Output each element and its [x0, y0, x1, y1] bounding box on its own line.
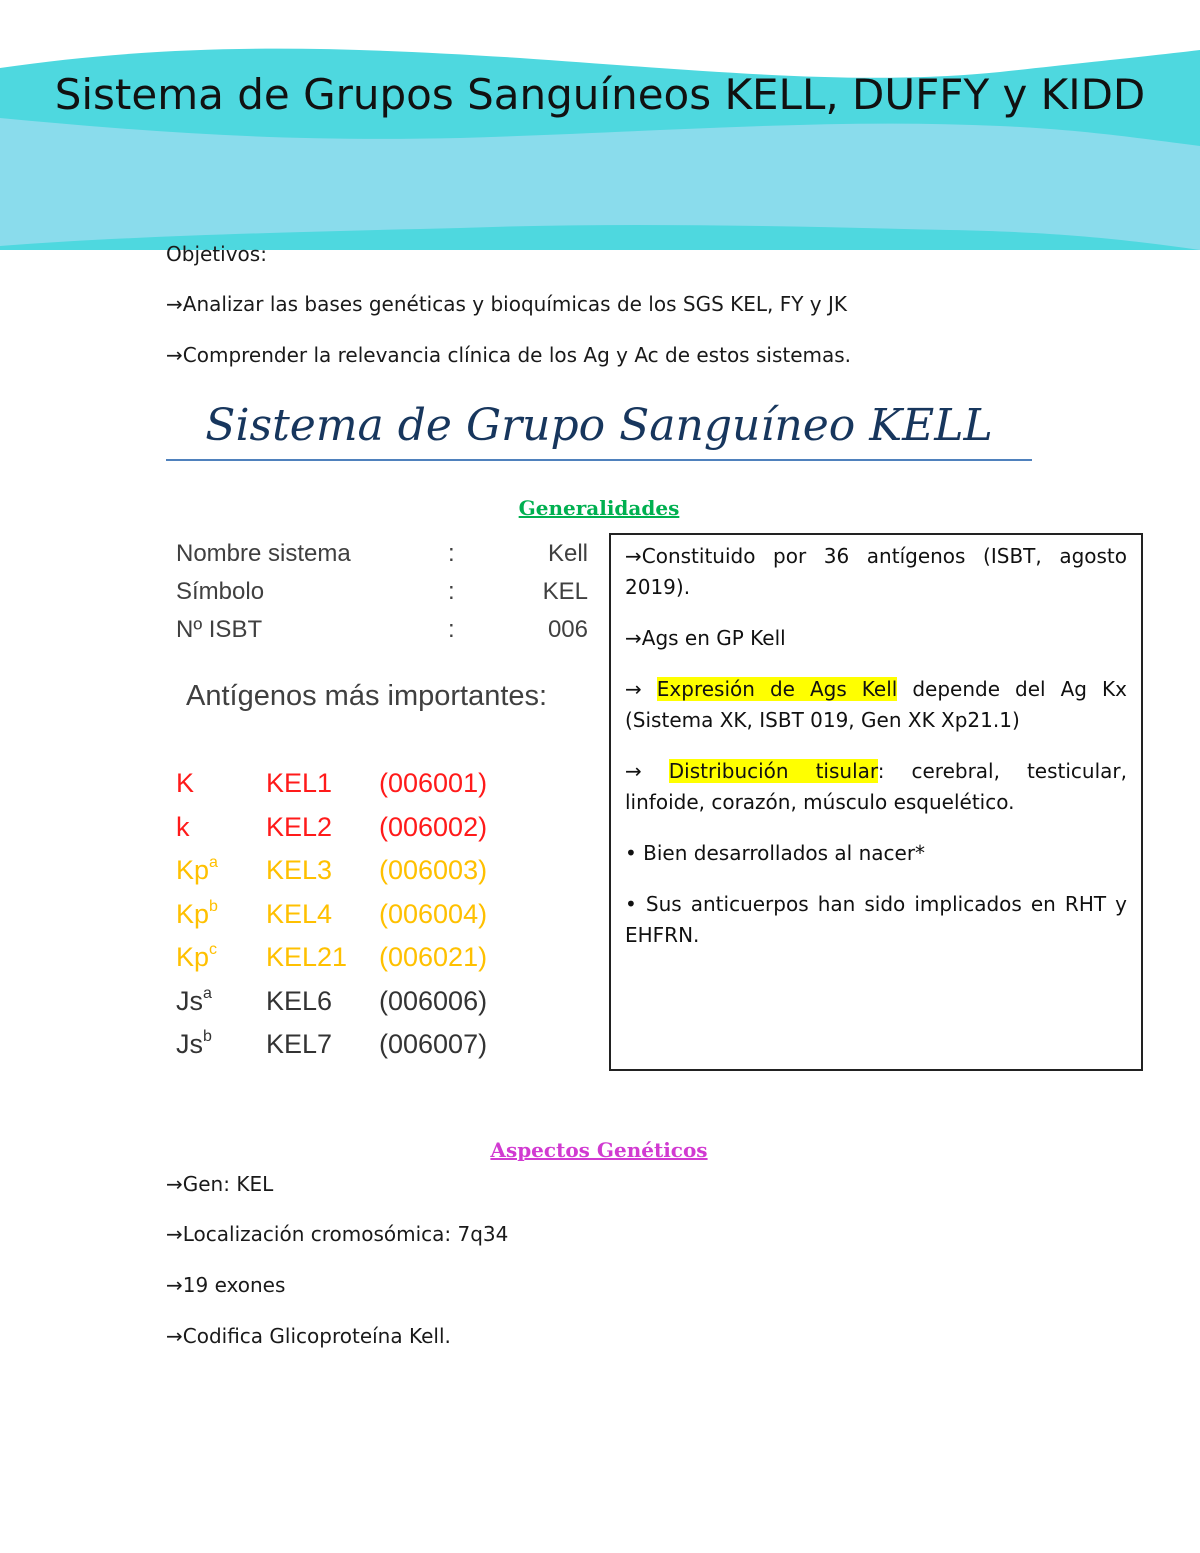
kell-section-heading: Sistema de Grupo Sanguíneo KELL: [205, 400, 993, 451]
antigen-symbol-base: k: [176, 811, 190, 842]
antigen-kel-name: KEL6: [266, 985, 333, 1016]
antigen-kel-name: KEL3: [266, 855, 333, 885]
box-bullet-antibodies: • Sus anticuerpos han sido implicados en RHT y EHFRN.: [625, 892, 1127, 947]
box-paragraph-antigen-count: →Constituido por 36 antígenos (ISBT, agosto 2019).: [625, 544, 1127, 599]
highlighted-text: Expresión de Ags Kell: [656, 677, 898, 701]
antigen-isbt-number: (006003): [379, 855, 488, 885]
header-wave-banner: [0, 0, 1200, 260]
antigen-symbol-superscript: a: [203, 984, 212, 1002]
system-info-row: [176, 578, 596, 616]
antigen-row: [176, 942, 596, 986]
antigen-symbol-base: Js: [176, 985, 203, 1016]
genetics-heading: Aspectos Genéticos: [490, 1138, 708, 1162]
antigen-symbol-base: Js: [176, 1029, 203, 1059]
antigen-symbol-base: K: [176, 768, 195, 798]
antigen-symbol-base: Kp: [176, 898, 210, 929]
antigen-symbol-superscript: c: [209, 941, 218, 958]
antigen-kel-name: KEL7: [266, 1029, 333, 1059]
objectives-label: Objetivos:: [166, 242, 267, 266]
arrow-prefix: →: [625, 677, 657, 701]
antigen-symbol: [176, 768, 194, 799]
antigen-isbt-number: (006001): [379, 768, 488, 798]
system-info-separator: :: [448, 578, 455, 605]
paragraph-text: : cerebral, testicular, linfoide, corazón, músculo esquelético.: [625, 759, 1127, 814]
antigen-symbol: [176, 899, 218, 930]
objective-item-1: →Analizar las bases genéticas y bioquímicas de los SGS KEL, FY y JK: [166, 292, 848, 316]
system-info-value: Kell: [547, 540, 588, 567]
antigen-symbol-base: Kp: [176, 855, 210, 885]
paragraph-text: depende del Ag Kx (Sistema XK, ISBT 019, Gen XK Xp21.1): [625, 677, 1127, 732]
antigen-row: [176, 812, 596, 856]
antigen-symbol: [176, 855, 218, 886]
antigen-isbt-number: (006004): [379, 898, 488, 929]
antigen-isbt-number: (006007): [379, 1029, 488, 1059]
arrow-prefix: →: [625, 759, 669, 783]
system-info-row: [176, 540, 596, 578]
antigen-kel-name: KEL21: [266, 942, 348, 972]
antigen-symbol-base: Kp: [176, 942, 210, 972]
box-bullet-birth: • Bien desarrollados al nacer*: [625, 841, 926, 865]
system-info-value: KEL: [542, 578, 588, 605]
antigen-symbol: [176, 942, 217, 973]
system-info-separator: :: [448, 540, 455, 567]
antigen-kel-name: KEL4: [266, 898, 333, 929]
system-info-row: [176, 616, 596, 654]
antigen-symbol-superscript: a: [209, 854, 218, 871]
antigen-symbol-superscript: b: [209, 897, 218, 915]
box-paragraph-expression: [625, 674, 1127, 736]
antigens-heading: Antígenos más importantes:: [186, 680, 548, 712]
antigen-kel-name: KEL1: [266, 768, 333, 798]
system-info-table: [176, 540, 596, 654]
generalidades-heading: Generalidades: [518, 496, 680, 520]
kell-details-box: [609, 533, 1143, 1071]
antigen-symbol: [176, 1029, 212, 1060]
antigens-list: [176, 768, 596, 1073]
box-paragraph-glycoprotein: →Ags en GP Kell: [625, 626, 786, 650]
system-info-separator: :: [448, 616, 455, 643]
antigen-symbol: [176, 812, 190, 843]
genetics-item-location: →Localización cromosómica: 7q34: [166, 1222, 509, 1246]
system-info-label: Nombre sistema: [176, 540, 351, 567]
antigen-row: [176, 1029, 596, 1073]
antigen-row: [176, 899, 596, 943]
antigen-symbol: [176, 986, 212, 1017]
system-info-label: Símbolo: [176, 578, 265, 605]
heading-underline-divider: [166, 459, 1032, 461]
highlighted-text: Distribución tisular: [668, 759, 878, 783]
system-info-label: Nº ISBT: [176, 616, 263, 643]
document-title: Sistema de Grupos Sanguíneos KELL, DUFFY y KIDD: [54, 70, 1146, 119]
genetics-item-exons: →19 exones: [166, 1273, 286, 1297]
antigen-isbt-number: (006006): [379, 985, 488, 1016]
antigen-symbol-superscript: b: [203, 1028, 212, 1045]
objective-item-2: →Comprender la relevancia clínica de los Ag y Ac de estos sistemas.: [166, 343, 852, 367]
system-info-value: 006: [547, 616, 588, 643]
antigen-row: [176, 986, 596, 1030]
antigen-row: [176, 855, 596, 899]
antigen-isbt-number: (006002): [379, 811, 488, 842]
antigen-row: [176, 768, 596, 812]
antigen-kel-name: KEL2: [266, 811, 333, 842]
genetics-item-gene: →Gen: KEL: [166, 1172, 274, 1196]
box-paragraph-distribution: [625, 756, 1127, 818]
antigen-isbt-number: (006021): [379, 942, 488, 972]
genetics-item-encodes: →Codifica Glicoproteína Kell.: [166, 1324, 451, 1348]
